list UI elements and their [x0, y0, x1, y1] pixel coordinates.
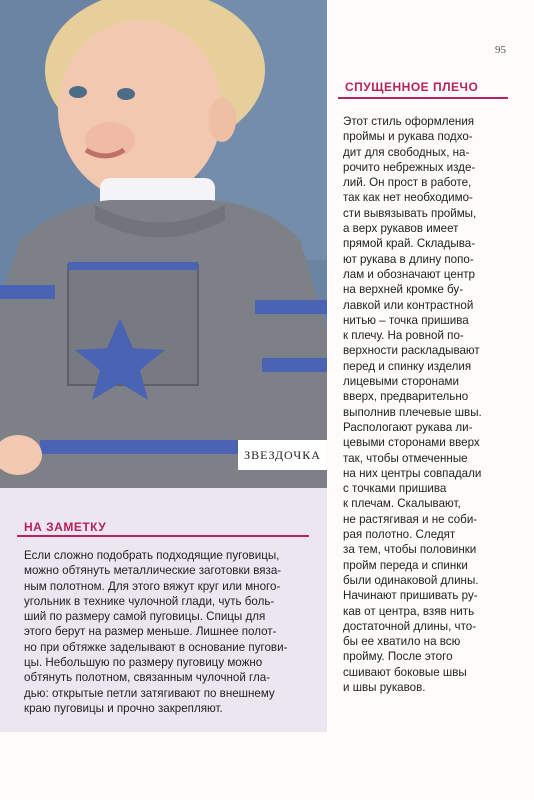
page-number: 95 — [495, 44, 506, 56]
section-divider — [338, 97, 508, 99]
section-title: СПУЩЕННОЕ ПЛЕЧО — [345, 80, 479, 94]
note-body-text: Если сложно подобрать подходящие пуговицы, можно обтянуть металлические заготовки вяза- ным полотном. Для этого вяжут круг или много- угольник в технике чулочной глади, чуть боль- ший по размеру самой пуговицы. Спицы для этого берут на размер меньше. Лишнее полот- но при обтяжке заделывают в основание пугови- цы. Небольшую по размеру пуговицу можно обтянуть полотном, связанным чулочной гла- дью: открытые петли затягивают по внешнему краю пуговицы и прочно закрепляют. — [24, 549, 288, 715]
note-divider — [17, 535, 309, 537]
section-body-text: Этот стиль оформления проймы и рукава подхо- дит для свободных, на- рочито небрежных изде- лий. Он прост в работе, так как нет необходимо- сти вывязывать проймы, а верх рукавов имеет прямой край. Складыва- ют рукава в длину попо- лам и обозначают центр на верхней кромке бу- лавкой или контрастной нитью – точка пришива к плечу. На ровной по- верхности раскладывают перед и спинку изделия лицевыми сторонами вверх, предварительно выполнив плечевые швы. Распологают рукава ли- цевыми сторонами вверх так, чтобы отмеченные на них центры совпадали с точками пришива к плечам. Скалывают, не растягивая и не соби- рая полотно. Следят за тем, чтобы половинки пройм переда и спинки были одинаковой длины. Начинают пришивать ру- кав от центра, взяв нить достаточной длины, что- бы ее хватило на всю пройму. После этого сшивают боковые швы и швы рукавов. — [343, 115, 482, 694]
photo-caption: ЗВЕЗДОЧКА — [238, 440, 327, 470]
note-title: НА ЗАМЕТКУ — [24, 520, 107, 534]
child-sweater-photo — [0, 0, 327, 488]
child-sweater-illustration — [0, 0, 327, 488]
